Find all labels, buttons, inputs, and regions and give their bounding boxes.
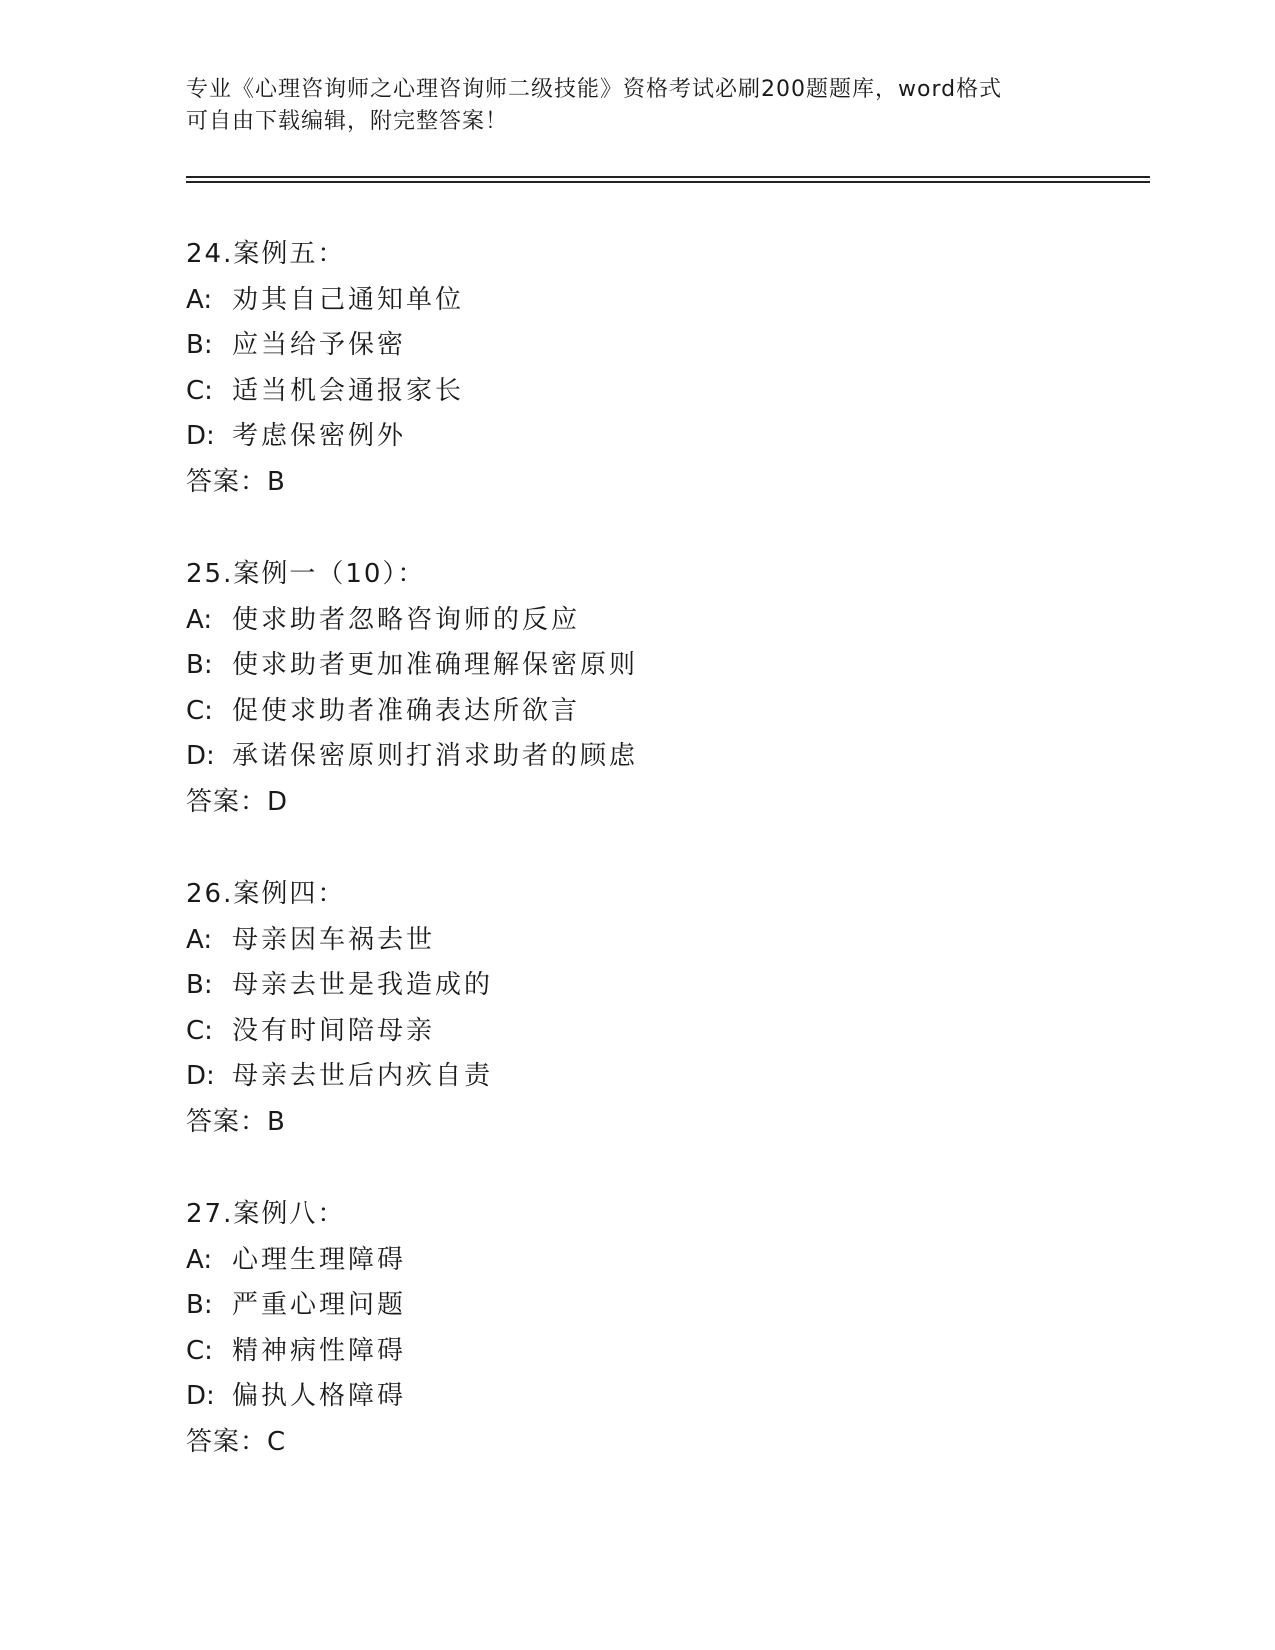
option-letter: B: [186,330,213,360]
answer-value: C [267,1426,286,1457]
answer-value: B [267,466,285,497]
option-letter: D: [186,421,215,451]
option-text: 母亲因车祸去世 [232,924,436,955]
option-letter: C: [186,375,213,406]
option-letter: B: [186,650,213,680]
question-title: 24.案例五： [186,239,346,269]
option-c [186,1009,1146,1055]
option-text: 应当给予保密 [232,330,407,360]
option-text: 心理生理障碍 [232,1244,407,1275]
option-a [186,598,1146,644]
option-c [186,369,1146,415]
option-letter: C: [186,1335,213,1366]
answer-value: D [267,786,288,817]
option-a [186,278,1146,324]
header-line-2: 可自由下载编辑，附完整答案！ [186,109,509,134]
option-letter: C: [186,1015,213,1046]
option-c [186,1329,1146,1375]
option-d [186,734,1146,780]
option-text: 母亲去世是我造成的 [232,970,494,1000]
option-text: 劝其自己通知单位 [232,284,465,315]
option-d [186,1374,1146,1420]
option-letter: B: [186,1290,213,1320]
header-line-1: 专业《心理咨询师之心理咨询师二级技能》资格考试必刷200题题库，word格式 [186,77,1003,102]
option-text: 适当机会通报家长 [232,375,465,406]
option-a [186,918,1146,964]
question-title: 27.案例八： [186,1199,346,1229]
option-text: 母亲去世后内疚自责 [232,1061,494,1091]
option-b [186,963,1146,1009]
option-letter: B: [186,970,213,1000]
option-text: 促使求助者准确表达所欲言 [232,695,581,726]
option-letter: D: [186,1061,215,1091]
option-letter: A: [186,1244,213,1275]
question-24 [186,232,1146,505]
option-letter: A: [186,604,213,635]
answer-line [186,1100,1146,1146]
option-text: 精神病性障碍 [232,1335,407,1366]
option-text: 使求助者忽略咨询师的反应 [232,604,581,635]
answer-line [186,1420,1146,1466]
option-a [186,1238,1146,1284]
answer-label: 答案： [186,1426,268,1457]
option-text: 严重心理问题 [232,1290,407,1320]
answer-label: 答案： [186,466,268,497]
option-d [186,1054,1146,1100]
answer-label: 答案： [186,1106,268,1137]
option-letter: D: [186,741,215,771]
option-letter: A: [186,924,213,955]
option-text: 没有时间陪母亲 [232,1015,436,1046]
option-letter: C: [186,695,213,726]
option-text: 偏执人格障碍 [232,1381,407,1411]
option-b [186,323,1146,369]
option-d [186,414,1146,460]
question-26 [186,872,1146,1145]
option-letter: A: [186,284,213,315]
document-header [186,74,1066,138]
header-divider-bottom [186,181,1150,183]
question-25 [186,552,1146,825]
option-b [186,643,1146,689]
option-b [186,1283,1146,1329]
option-text: 考虑保密例外 [232,421,407,451]
answer-line [186,780,1146,826]
answer-label: 答案： [186,786,268,817]
option-text: 使求助者更加准确理解保密原则 [232,650,639,680]
answer-line [186,460,1146,506]
option-c [186,689,1146,735]
header-divider-top [186,176,1150,178]
question-list [186,232,1146,1512]
question-title: 25.案例一（10）： [186,559,426,589]
question-title: 26.案例四： [186,879,346,909]
option-text: 承诺保密原则打消求助者的顾虑 [232,741,639,771]
question-27 [186,1192,1146,1465]
option-letter: D: [186,1381,215,1411]
answer-value: B [267,1106,285,1137]
